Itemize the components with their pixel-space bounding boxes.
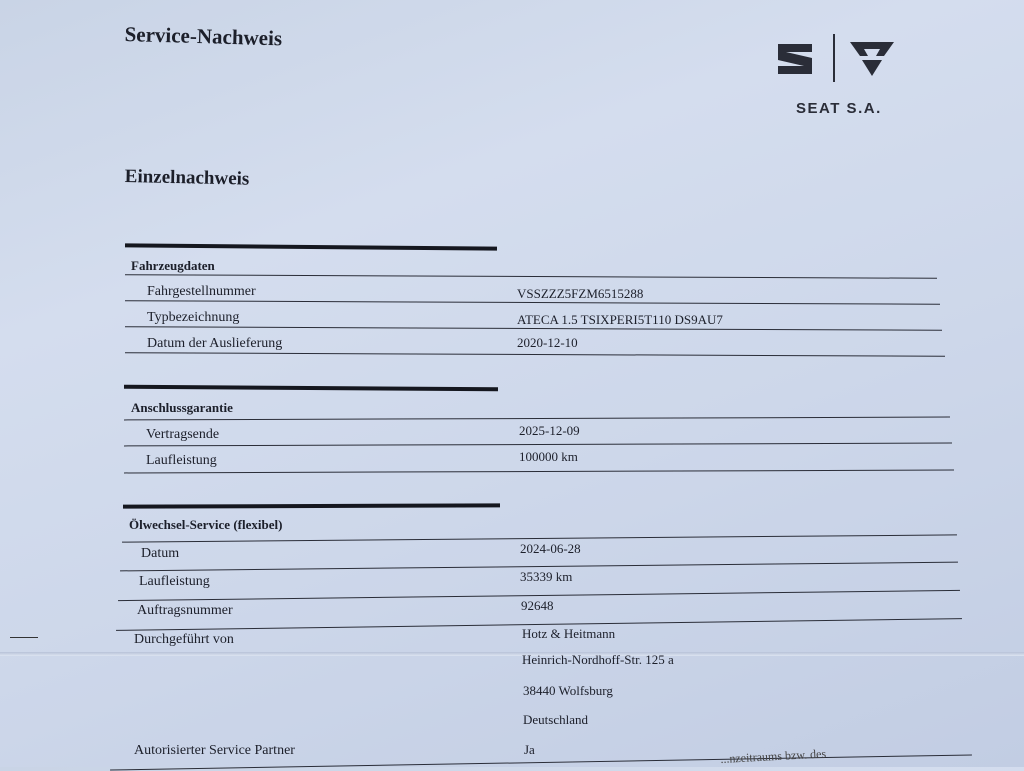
cut-off-text: ...nzeitraums bzw. des [720,746,827,766]
address-line: 38440 Wolfsburg [523,683,613,698]
row-value: Ja [524,742,535,757]
divider [124,470,954,474]
paper-fold [0,652,1024,656]
row-value: 35339 km [520,569,573,584]
section-bar [125,243,497,250]
row-value: Hotz & Heitmann [522,626,616,641]
row-label: Datum [141,546,180,561]
row-label: Fahrgestellnummer [147,284,256,299]
row-label: Vertragsende [146,427,220,442]
page-subtitle: Einzelnachweis [124,166,250,190]
row-value: 2020-12-10 [517,335,578,350]
cupra-logo-icon [850,42,894,76]
section-bar [124,385,498,392]
row-value: 2024-06-28 [520,541,581,556]
row-label: Autorisierter Service Partner [134,743,295,758]
divider [124,443,952,447]
page-title: Service-Nachweis [124,22,283,51]
row-label: Durchgeführt von [134,632,234,647]
row-value: 100000 km [519,449,578,464]
address-line: Heinrich-Nordhoff-Str. 125 a [522,652,674,667]
address-line: Deutschland [523,712,588,727]
section-title: Anschlussgarantie [131,400,233,415]
section-title: Ölwechsel-Service (flexibel) [129,517,283,532]
section-bar [123,503,500,508]
row-value: 2025-12-09 [519,423,580,438]
divider [124,417,950,421]
row-label: Datum der Auslieferung [147,336,283,351]
brand-name: SEAT S.A. [796,100,882,117]
row-label: Laufleistung [139,574,210,589]
margin-mark [10,637,38,638]
section-title: Fahrzeugdaten [131,258,215,273]
divider [125,274,937,279]
seat-logo-icon [778,44,812,74]
row-value: VSSZZZ5FZM6515288 [517,286,644,301]
row-label: Auftragsnummer [137,603,233,618]
divider [125,352,945,357]
logo-divider [833,34,835,82]
row-value: ATECA 1.5 TSIXPERI5T110 DS9AU7 [517,312,723,327]
seat-cupra-logo [776,34,896,84]
row-label: Typbezeichnung [147,310,240,325]
row-label: Laufleistung [146,453,217,468]
row-value: 92648 [521,598,554,613]
